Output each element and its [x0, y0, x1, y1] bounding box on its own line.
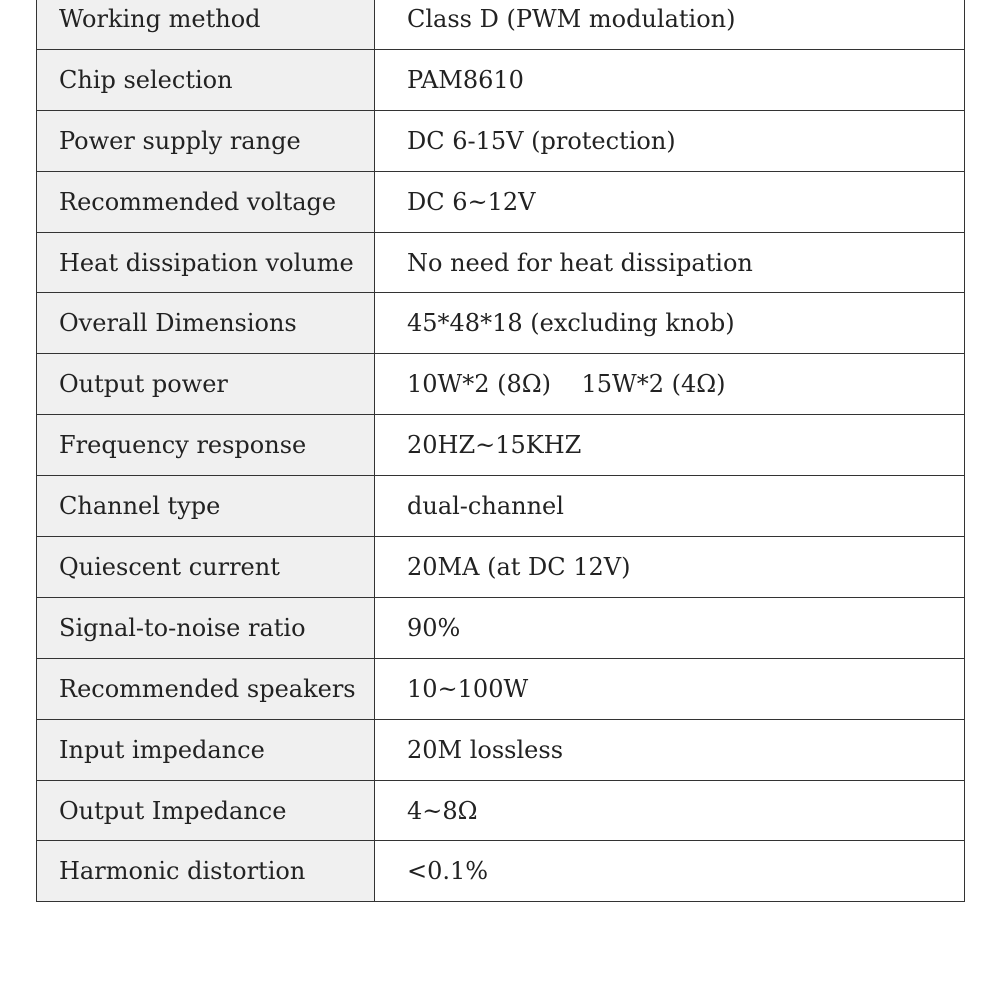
- spec-value: 45*48*18 (excluding knob): [375, 293, 965, 354]
- spec-label: Quiescent current: [37, 537, 375, 598]
- spec-table: [36, 0, 965, 902]
- spec-label: Recommended speakers: [37, 658, 375, 719]
- spec-value: 20HZ~15KHZ: [375, 415, 965, 476]
- spec-value: 20M lossless: [375, 719, 965, 780]
- spec-label: Frequency response: [37, 415, 375, 476]
- spec-label: Chip selection: [37, 49, 375, 110]
- spec-value: 20MA (at DC 12V): [375, 537, 965, 598]
- spec-label: Working method: [37, 0, 375, 49]
- table-row: [37, 232, 965, 293]
- spec-label: Power supply range: [37, 110, 375, 171]
- spec-value: DC 6~12V: [375, 171, 965, 232]
- table-row: [37, 719, 965, 780]
- spec-label: Heat dissipation volume: [37, 232, 375, 293]
- table-row: [37, 476, 965, 537]
- spec-value: 4~8Ω: [375, 780, 965, 841]
- table-row: [37, 49, 965, 110]
- table-row: [37, 841, 965, 902]
- table-row: [37, 110, 965, 171]
- spec-value: 10W*2 (8Ω) 15W*2 (4Ω): [375, 354, 965, 415]
- spec-label: Overall Dimensions: [37, 293, 375, 354]
- table-row: [37, 293, 965, 354]
- spec-value: No need for heat dissipation: [375, 232, 965, 293]
- spec-value: 10~100W: [375, 658, 965, 719]
- spec-label: Input impedance: [37, 719, 375, 780]
- table-row: [37, 597, 965, 658]
- table-row: [37, 0, 965, 49]
- table-row: [37, 171, 965, 232]
- table-row: [37, 354, 965, 415]
- spec-value: <0.1%: [375, 841, 965, 902]
- spec-label: Recommended voltage: [37, 171, 375, 232]
- table-row: [37, 658, 965, 719]
- spec-value: Class D (PWM modulation): [375, 0, 965, 49]
- table-row: [37, 415, 965, 476]
- table-row: [37, 780, 965, 841]
- spec-value: 90%: [375, 597, 965, 658]
- spec-value: DC 6-15V (protection): [375, 110, 965, 171]
- spec-value: PAM8610: [375, 49, 965, 110]
- spec-label: Channel type: [37, 476, 375, 537]
- spec-label: Harmonic distortion: [37, 841, 375, 902]
- table-row: [37, 537, 965, 598]
- spec-label: Output power: [37, 354, 375, 415]
- spec-label: Signal-to-noise ratio: [37, 597, 375, 658]
- spec-value: dual-channel: [375, 476, 965, 537]
- spec-label: Output Impedance: [37, 780, 375, 841]
